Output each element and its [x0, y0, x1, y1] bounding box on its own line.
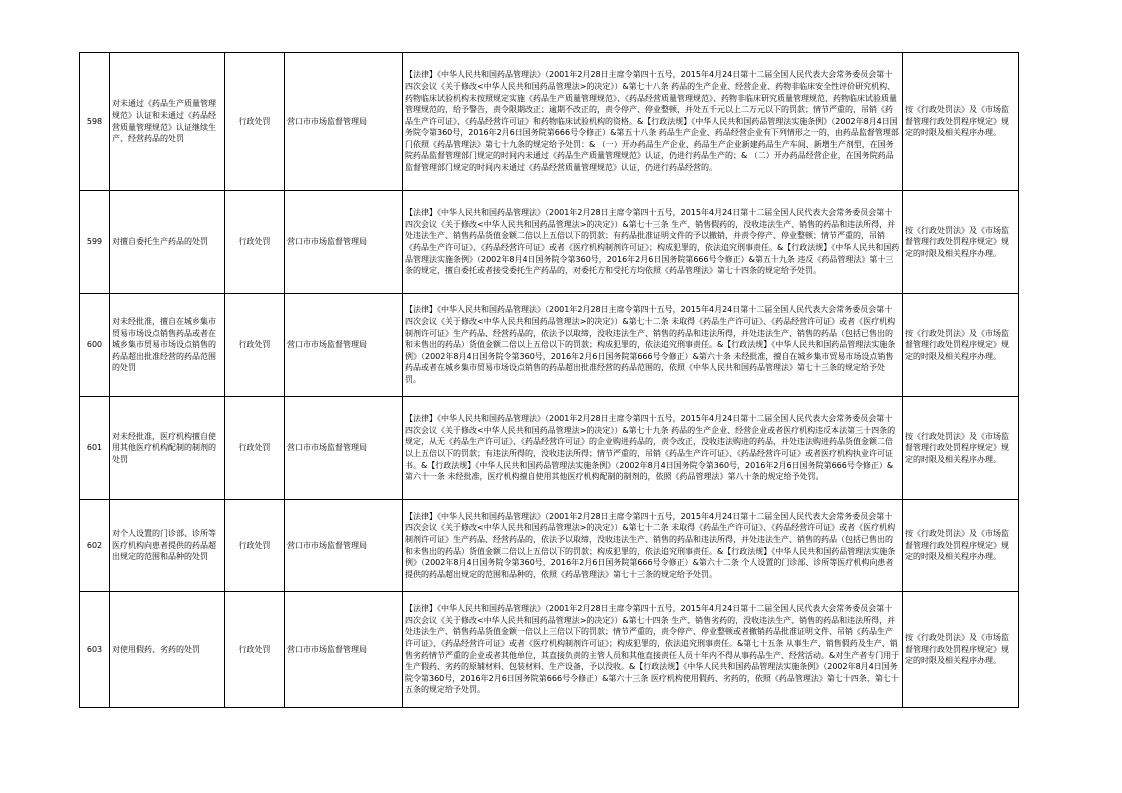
legal-basis: 【法律】《中华人民共和国药品管理法》（2001年2月28日主席令第四十五号，2015年4月24日第十二届全国人民代表大会常务委员会第十四次会议《关于修改<中华人民共和国药品管理法>的决定》）&第七十九条 药品的生产企业、经营企业或者医疗机构违反本法第三十四条的规定，从无《药品生产许可证》、《药品经营许可证》的企业购进药品的，责令改正，没收违法购进的药品，并处违法购进药品货值金额二倍以上五倍以下的罚款；有违法所得的，没收违法所得；情节严重的，吊销《药品生产许可证》、《药品经营许可证》或者医疗机构执业许可证书。&【行政法规】《中华人民共和国药品管理法实施条例》（2002年8月4日国务院令第360号，2016年2月6日国务院第666号令修正）&第六十一条 未经批准，医疗机构擅自使用其他医疗机构配制的制剂的，依照《药品管理法》第八十条的规定给予处罚。: [403, 397, 903, 500]
procedure: 按《行政处罚法》及《市场监督管理行政处罚程序规定》规定的时限及相关程序办理。: [903, 592, 1019, 708]
legal-basis: 【法律】《中华人民共和国药品管理法》（2001年2月28日主席令第四十五号，2015年4月24日第十二届全国人民代表大会常务委员会第十四次会议《关于修改<中华人民共和国药品管理法>的决定》）&第七十二条 未取得《药品生产许可证》、《药品经营许可证》或者《医疗机构制剂许可证》生产药品、经营药品的，依法予以取缔，没收违法生产、销售的药品和违法所得，并处违法生产、销售的药品（包括已售出的和未售出的药品）货值金额二倍以上五倍以下的罚款；构成犯罪的，依法追究刑事责任。&【行政法规】《中华人民共和国药品管理法实施条例》（2002年8月4日国务院令第360号，2016年2月6日国务院第666号令修正）&第六十二条 个人设置的门诊部、诊所等医疗机构向患者提供的药品超出规定的范围和品种的，依照《药品管理法》第七十三条的规定给予处罚。: [403, 500, 903, 592]
table-row: [80, 500, 1019, 592]
table-row: [80, 294, 1019, 397]
power-type: 行政处罚: [225, 53, 285, 191]
row-number: 599: [80, 191, 110, 294]
power-type: 行政处罚: [225, 294, 285, 397]
table-row: [80, 397, 1019, 500]
item-name: 对未经批准，擅自在城乡集市贸易市场设点销售药品或者在城乡集市贸易市场设点销售的药品超出批准经营的药品范围的处罚: [110, 294, 225, 397]
item-name: 对擅自委托生产药品的处罚: [110, 191, 225, 294]
department: 营口市市场监督管理局: [285, 294, 403, 397]
item-name: 对个人设置的门诊部、诊所等医疗机构向患者提供的药品超出规定的范围和品种的处罚: [110, 500, 225, 592]
procedure: 按《行政处罚法》及《市场监督管理行政处罚程序规定》规定的时限及相关程序办理。: [903, 500, 1019, 592]
row-number: 600: [80, 294, 110, 397]
power-type: 行政处罚: [225, 500, 285, 592]
procedure: 按《行政处罚法》及《市场监督管理行政处罚程序规定》规定的时限及相关程序办理。: [903, 294, 1019, 397]
power-list-table: [79, 52, 1019, 708]
procedure: 按《行政处罚法》及《市场监督管理行政处罚程序规定》规定的时限及相关程序办理。: [903, 191, 1019, 294]
item-name: 对使用假药、劣药的处罚: [110, 592, 225, 708]
table-row: [80, 191, 1019, 294]
legal-basis: 【法律】《中华人民共和国药品管理法》（2001年2月28日主席令第四十五号，2015年4月24日第十二届全国人民代表大会常务委员会第十四次会议《关于修改<中华人民共和国药品管理法>的决定》）&第七十二条 未取得《药品生产许可证》、《药品经营许可证》或者《医疗机构制剂许可证》生产药品、经营药品的，依法予以取缔，没收违法生产、销售的药品和违法所得，并处违法生产、销售的药品（包括已售出的和未售出的药品）货值金额二倍以上五倍以下的罚款；构成犯罪的，依法追究刑事责任。&【行政法规】《中华人民共和国药品管理法实施条例》（2002年8月4日国务院令第360号，2016年2月6日国务院第666号令修正）&第六十条 未经批准，擅自在城乡集市贸易市场设点销售药品或者在城乡集市贸易市场设点销售的药品超出批准经营的药品范围的，依照《中华人民共和国药品管理法》第七十三条的规定给予处罚。: [403, 294, 903, 397]
row-number: 603: [80, 592, 110, 708]
row-number: 601: [80, 397, 110, 500]
row-number: 602: [80, 500, 110, 592]
department: 营口市市场监督管理局: [285, 592, 403, 708]
item-name: 对未通过《药品生产质量管理规范》认证和未通过《药品经营质量管理规范》认证继续生产、经营药品的处罚: [110, 53, 225, 191]
procedure: 按《行政处罚法》及《市场监督管理行政处罚程序规定》规定的时限及相关程序办理。: [903, 397, 1019, 500]
power-type: 行政处罚: [225, 397, 285, 500]
department: 营口市市场监督管理局: [285, 191, 403, 294]
department: 营口市市场监督管理局: [285, 397, 403, 500]
department: 营口市市场监督管理局: [285, 500, 403, 592]
procedure: 按《行政处罚法》及《市场监督管理行政处罚程序规定》规定的时限及相关程序办理。: [903, 53, 1019, 191]
department: 营口市市场监督管理局: [285, 53, 403, 191]
table-row: [80, 592, 1019, 708]
table-row: [80, 53, 1019, 191]
legal-basis: 【法律】《中华人民共和国药品管理法》（2001年2月28日主席令第四十五号，2015年4月24日第十二届全国人民代表大会常务委员会第十四次会议《关于修改<中华人民共和国药品管理法>的决定》）&第七十四条 生产、销售劣药的，没收违法生产、销售的药品和违法所得，并处违法生产、销售药品货值金额一倍以上三倍以下的罚款；情节严重的，责令停产、停业整顿或者撤销药品批准证明文件、吊销《药品生产许可证》、《药品经营许可证》或者《医疗机构制剂许可证》；构成犯罪的，依法追究刑事责任。&第七十五条 从事生产、销售假药及生产、销售劣药情节严重的企业或者其他单位，其直接负责的主管人员和其他直接责任人员十年内不得从事药品生产、经营活动。&对生产者专门用于生产假药、劣药的原辅材料、包装材料、生产设备，予以没收。&【行政法规】《中华人民共和国药品管理法实施条例》（2002年8月4日国务院令第360号，2016年2月6日国务院第666号令修正）&第六十三条 医疗机构使用假药、劣药的，依照《药品管理法》第七十四条、第七十五条的规定给予处罚。: [403, 592, 903, 708]
item-name: 对未经批准，医疗机构擅自使用其他医疗机构配制的制剂的处罚: [110, 397, 225, 500]
legal-basis: 【法律】《中华人民共和国药品管理法》（2001年2月28日主席令第四十五号，2015年4月24日第十二届全国人民代表大会常务委员会第十四次会议《关于修改<中华人民共和国药品管理法>的决定》）&第七十三条 生产、销售假药的，没收违法生产、销售的药品和违法所得，并处违法生产、销售药品货值金额二倍以上五倍以下的罚款；有药品批准证明文件的予以撤销，并责令停产、停业整顿；情节严重的，吊销《药品生产许可证》、《药品经营许可证》或者《医疗机构制剂许可证》；构成犯罪的，依法追究刑事责任。&【行政法规】《中华人民共和国药品管理法实施条例》（2002年8月4日国务院令第360号，2016年2月6日国务院第666号令修正）&第五十九条 违反《药品管理法》第十三条的规定，擅自委托或者接受委托生产药品的，对委托方和受托方均依照《药品管理法》第七十四条的规定给予处罚。: [403, 191, 903, 294]
row-number: 598: [80, 53, 110, 191]
legal-basis: 【法律】《中华人民共和国药品管理法》（2001年2月28日主席令第四十五号，2015年4月24日第十二届全国人民代表大会常务委员会第十四次会议《关于修改<中华人民共和国药品管理法>的决定》）&第七十八条 药品的生产企业、经营企业、药物非临床安全性评价研究机构、药物临床试验机构未按照规定实施《药品生产质量管理规范》、《药品经营质量管理规范》、药物非临床研究质量管理规范、药物临床试验质量管理规范的，给予警告，责令限期改正；逾期不改正的，责令停产、停业整顿，并处五千元以上二万元以下的罚款；情节严重的，吊销《药品生产许可证》、《药品经营许可证》和药物临床试验机构的资格。&【行政法规】《中华人民共和国药品管理法实施条例》（2002年8月4日国务院令第360号，2016年2月6日国务院第666号令修正）&第五十八条 药品生产企业、药品经营企业有下列情形之一的，由药品监督管理部门依照《药品管理法》第七十九条的规定给予处罚：& （一）开办药品生产企业、药品生产企业新建药品生产车间、新增生产剂型，在国务院药品监督管理部门规定的时间内未通过《药品生产质量管理规范》认证，仍进行药品生产的；& （二）开办药品经营企业，在国务院药品监督管理部门规定的时间内未通过《药品经营质量管理规范》认证，仍进行药品经营的。: [403, 53, 903, 191]
power-type: 行政处罚: [225, 592, 285, 708]
power-type: 行政处罚: [225, 191, 285, 294]
